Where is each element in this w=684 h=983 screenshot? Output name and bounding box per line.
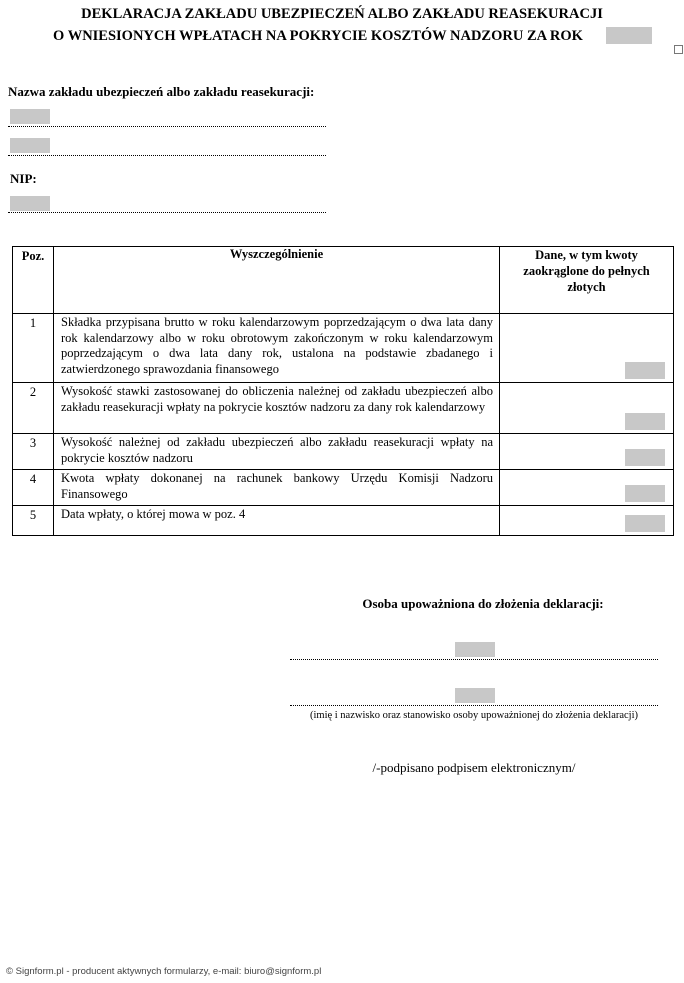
row-value-cell [500,383,674,434]
header-value: Dane, w tym kwoty zaokrąglone do pełnych złotych [500,247,674,314]
nip-input[interactable] [10,196,50,211]
row-value-cell [500,434,674,470]
row-desc: Kwota wpłaty dokonanej na rachunek bankowy Urzędu Komisji Nadzoru Finansowego [54,470,500,506]
company-name-line-2 [8,155,326,156]
signatory-position-input[interactable] [455,688,495,703]
row-desc: Data wpłaty, o której mowa w poz. 4 [54,506,500,536]
year-input[interactable] [606,27,652,44]
row-value-cell [500,470,674,506]
row-pos: 2 [13,383,54,434]
row-desc: Składka przypisana brutto w roku kalendarzowym poprzedzającym o dwa lata dany rok kalendarzowy albo w roku obrotowym zakończonym w roku kalendarzowym poprzedzającym o dwa lata dany rok, ustalona na podstawie zbadanego i zatwierdzonego sprawozdania finansowego [54,314,500,383]
row-pos: 3 [13,434,54,470]
e-signature-note: /-podpisano podpisem elektronicznym/ [372,760,576,775]
nip-line [8,212,326,213]
company-name-label: Nazwa zakładu ubezpieczeń albo zakładu reasekuracji: [8,84,315,99]
row-pos: 5 [13,506,54,536]
company-name-line-1 [8,126,326,127]
footer-text: © Signform.pl - producent aktywnych formularzy, e-mail: biuro@signform.pl [6,966,322,977]
row-3-value-input[interactable] [625,449,665,466]
table-header-row [13,247,674,314]
company-name-input-1[interactable] [10,109,50,124]
table-row [13,470,674,506]
option-checkbox[interactable] [674,45,683,54]
signatory-name-line [290,659,658,660]
row-pos: 4 [13,470,54,506]
nip-label: NIP: [10,171,37,186]
table-row [13,383,674,434]
row-value-cell [500,314,674,383]
table-row [13,506,674,536]
row-2-value-input[interactable] [625,413,665,430]
header-desc: Wyszczególnienie [54,247,500,314]
signature-label: Osoba upoważniona do złożenia deklaracji: [362,596,604,611]
row-value-cell [500,506,674,536]
row-pos: 1 [13,314,54,383]
table-row [13,314,674,383]
title-line-1: DEKLARACJA ZAKŁADU UBEZPIECZEŃ ALBO ZAKŁADU REASEKURACJI [81,6,603,22]
title-line-2: O WNIESIONYCH WPŁATACH NA POKRYCIE KOSZTÓW NADZORU ZA ROK [53,28,583,44]
company-name-input-2[interactable] [10,138,50,153]
row-desc: Wysokość stawki zastosowanej do obliczenia należnej od zakładu ubezpieczeń albo zakładu reasekuracji wpłaty na pokrycie kosztów nadzoru za dany rok kalendarzowy [54,383,500,434]
signatory-name-input[interactable] [455,642,495,657]
table-row [13,434,674,470]
header-pos: Poz. [13,247,54,314]
declaration-table [12,246,674,536]
row-desc: Wysokość należnej od zakładu ubezpieczeń albo zakładu reasekuracji wpłaty na pokrycie kosztów nadzoru [54,434,500,470]
signatory-position-line [290,705,658,706]
row-4-value-input[interactable] [625,485,665,502]
row-5-value-input[interactable] [625,515,665,532]
signature-caption: (imię i nazwisko oraz stanowisko osoby upoważnionej do złożenia deklaracji) [309,710,639,721]
row-1-value-input[interactable] [625,362,665,379]
